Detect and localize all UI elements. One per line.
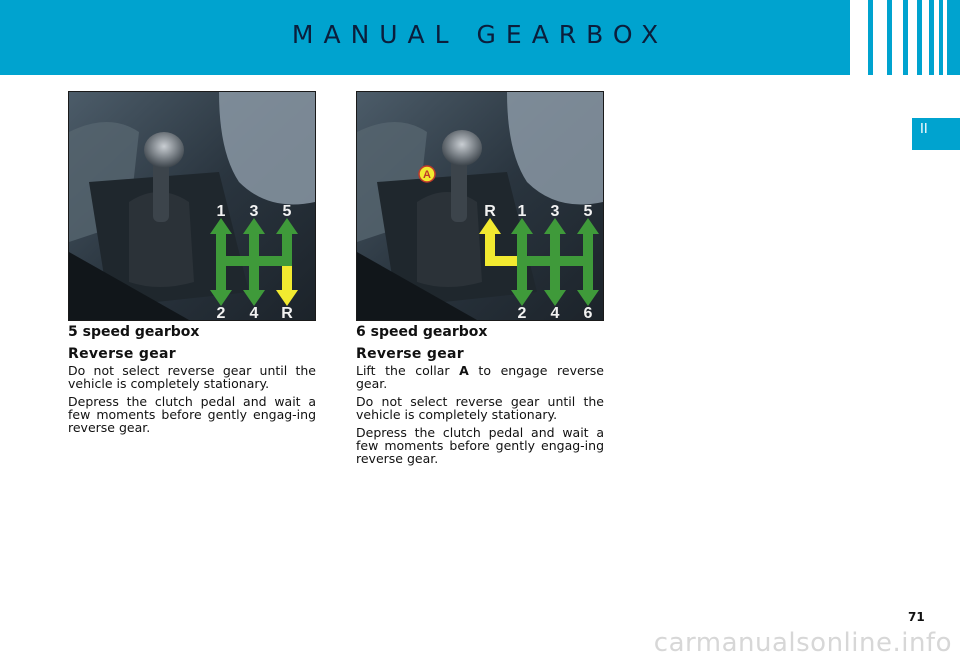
collar-a-label: A bbox=[423, 169, 431, 181]
five-speed-text-column bbox=[68, 324, 316, 439]
section-tab bbox=[912, 118, 960, 150]
paragraph: Depress the clutch pedal and wait a few moments before gently engag-ing reverse gear. bbox=[68, 394, 316, 435]
gear-label-reverse: R bbox=[484, 203, 496, 220]
gear-label-4: 4 bbox=[550, 305, 560, 320]
collar-text-before: Lift the collar bbox=[356, 363, 460, 378]
five-speed-heading: 5 speed gearbox bbox=[68, 324, 200, 340]
six-speed-gearbox-photo bbox=[356, 91, 604, 321]
reverse-gear-subheading: Reverse gear bbox=[356, 346, 464, 362]
collar-text-bold: A bbox=[459, 363, 469, 378]
gear-pattern-5-speed bbox=[210, 218, 298, 306]
gear-label-5: 5 bbox=[583, 203, 593, 220]
gear-label-6: 6 bbox=[583, 305, 593, 320]
paragraph-collar bbox=[356, 364, 604, 390]
section-tab-label: II bbox=[920, 122, 928, 137]
gear-label-1: 1 bbox=[517, 203, 527, 220]
gear-label-4: 4 bbox=[249, 305, 259, 320]
gear-label-3: 3 bbox=[249, 203, 259, 220]
paragraph: Do not select reverse gear until the vehicle is completely stationary. bbox=[68, 363, 316, 391]
paragraph: Depress the clutch pedal and wait a few moments before gently engag-ing reverse gear. bbox=[356, 425, 604, 466]
five-speed-gearbox-photo bbox=[68, 91, 316, 321]
page-title: MANUAL GEARBOX bbox=[291, 20, 669, 49]
gear-label-2: 2 bbox=[216, 305, 226, 320]
gear-label-2: 2 bbox=[517, 305, 527, 320]
six-speed-text-column bbox=[356, 324, 604, 470]
gear-label-3: 3 bbox=[550, 203, 560, 220]
gear-label-1: 1 bbox=[216, 203, 226, 220]
six-speed-heading: 6 speed gearbox bbox=[356, 324, 488, 340]
page-number: 71 bbox=[908, 610, 925, 624]
page-header bbox=[0, 0, 960, 75]
paragraph: Do not select reverse gear until the vehicle is completely stationary. bbox=[356, 394, 604, 422]
collar-text-after: to engage reverse gear. bbox=[356, 363, 604, 391]
gear-label-5: 5 bbox=[282, 203, 292, 220]
gear-label-reverse: R bbox=[281, 305, 293, 320]
collar-a-marker bbox=[419, 166, 435, 182]
watermark: carmanualsonline.info bbox=[653, 628, 952, 658]
reverse-gear-subheading: Reverse gear bbox=[68, 346, 176, 362]
